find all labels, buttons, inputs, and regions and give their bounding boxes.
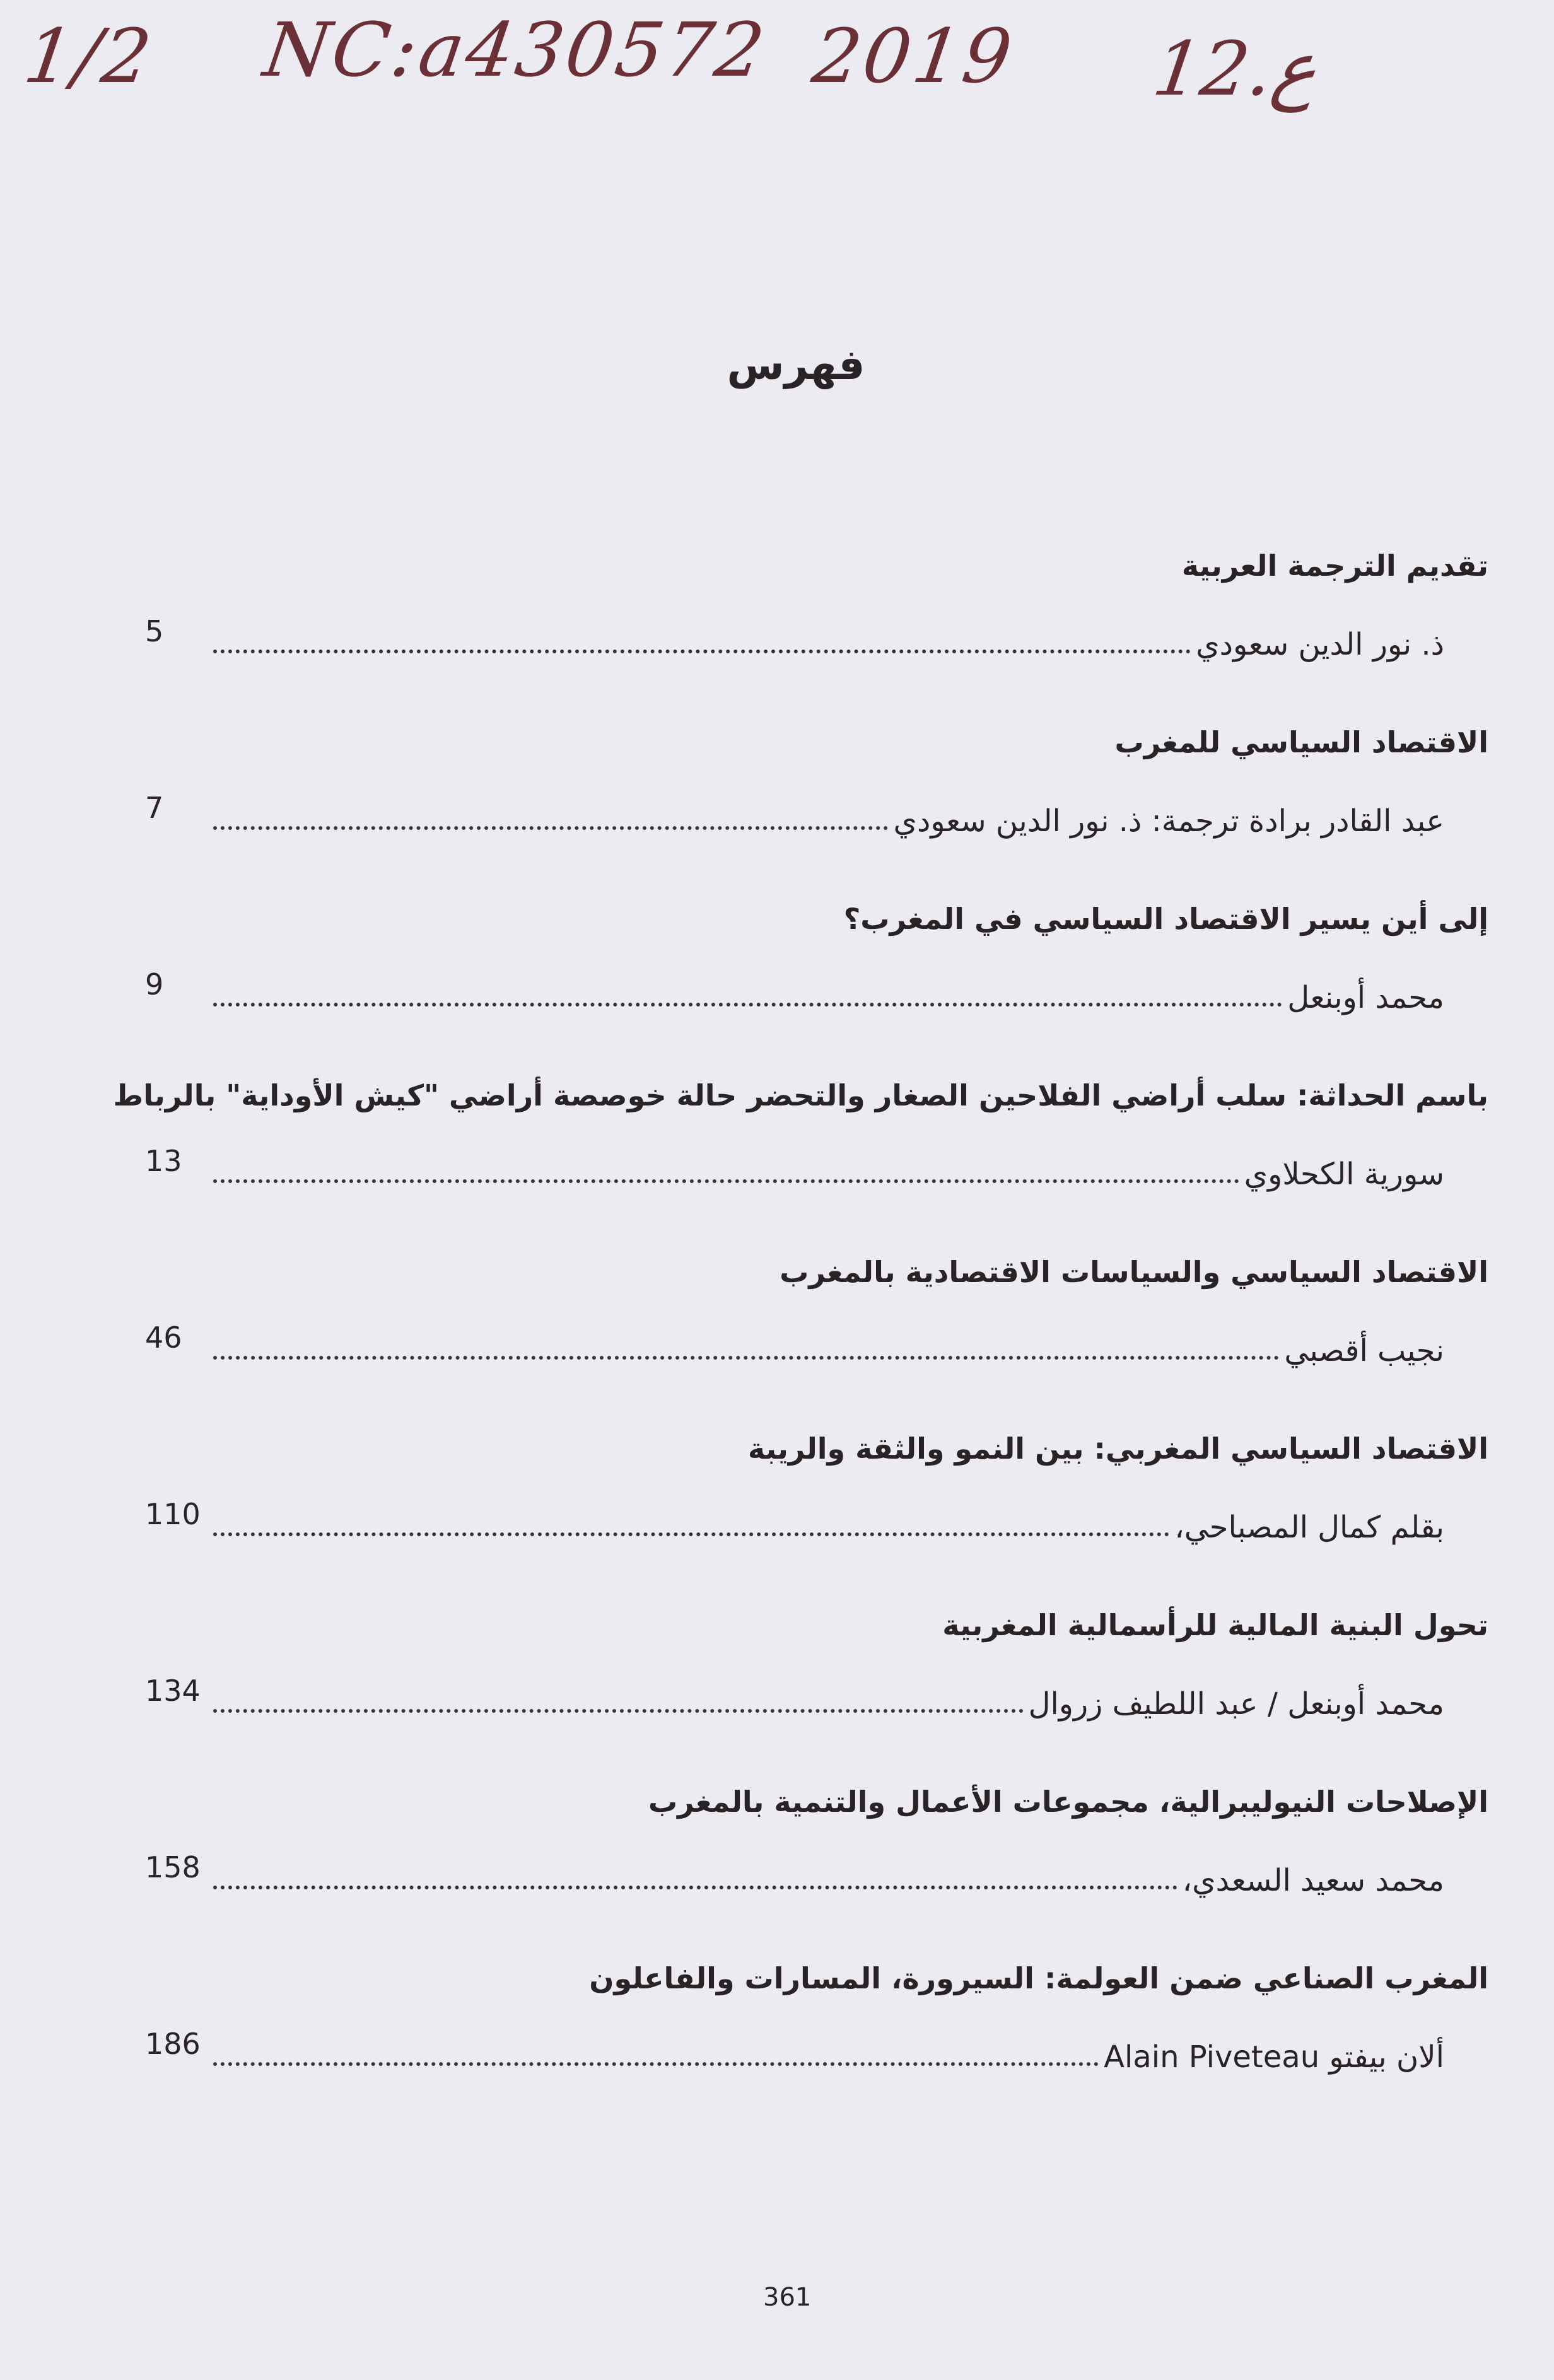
toc-entry-page: 9 xyxy=(145,967,164,1001)
dotted-leader xyxy=(213,1532,1169,1536)
toc-entry-author: بقلم كمال المصباحي، xyxy=(1174,1510,1444,1545)
toc-entry xyxy=(145,549,1488,725)
handwritten-shelf-mark: 12.ع xyxy=(1148,25,1323,112)
toc-entry xyxy=(145,902,1488,1078)
toc-entry-author: محمد سعيد السعدي، xyxy=(1182,1863,1444,1898)
dotted-leader xyxy=(213,1709,1024,1713)
toc-entry-author: عبد القادر برادة ترجمة: ذ. نور الدين سعودي xyxy=(893,803,1444,839)
dotted-leader xyxy=(213,1356,1279,1360)
toc-entry xyxy=(145,725,1488,902)
handwritten-note: 1/2 xyxy=(19,13,159,100)
dotted-leader xyxy=(213,1886,1177,1889)
toc-entry-page: 134 xyxy=(145,1674,201,1708)
toc-entry-author: محمد أوبنعل xyxy=(1287,980,1444,1015)
toc-author-row xyxy=(145,614,1444,662)
dotted-leader xyxy=(213,650,1191,653)
toc-author-row xyxy=(145,967,1444,1015)
toc-entry xyxy=(145,1608,1488,1785)
toc-entry-page: 7 xyxy=(145,791,164,825)
footer-page-number: 361 xyxy=(763,2283,812,2312)
toc-entry-author: ذ. نور الدين سعودي xyxy=(1196,627,1444,662)
toc-entry-page: 186 xyxy=(145,2027,201,2061)
dotted-leader xyxy=(213,2062,1099,2066)
toc-author-row xyxy=(145,1321,1444,1368)
toc-author-row xyxy=(145,2027,1444,2075)
toc-entry-author: سورية الكحلاوي xyxy=(1244,1157,1444,1192)
toc-entry xyxy=(145,1785,1488,1961)
toc-entry-page: 5 xyxy=(145,614,164,648)
toc-author-row xyxy=(145,1850,1444,1898)
toc-entry-heading: تحول البنية المالية للرأسمالية المغربية xyxy=(942,1608,1488,1642)
toc-entry-heading: المغرب الصناعي ضمن العولمة: السيرورة، المسارات والفاعلون xyxy=(589,1961,1488,1995)
toc-entry-page: 158 xyxy=(145,1850,201,1884)
handwritten-call-number: NC:a430572 xyxy=(259,6,772,93)
page-title: فهرس xyxy=(727,341,865,389)
toc-entry-heading: الاقتصاد السياسي المغربي: بين النمو والثقة والريبة xyxy=(747,1432,1488,1466)
toc-author-row xyxy=(145,1674,1444,1722)
toc-entry-page: 46 xyxy=(145,1321,182,1355)
handwritten-year: 2019 xyxy=(807,13,1020,100)
toc-entry-heading: إلى أين يسير الاقتصاد السياسي في المغرب؟ xyxy=(843,902,1488,936)
toc-author-row xyxy=(145,791,1444,839)
dotted-leader xyxy=(213,1179,1239,1183)
toc-entry-heading: تقديم الترجمة العربية xyxy=(1181,549,1488,583)
dotted-leader xyxy=(213,1003,1282,1006)
toc-entry xyxy=(145,1961,1488,2138)
table-of-contents xyxy=(113,549,1488,2138)
toc-entry-heading: باسم الحداثة: سلب أراضي الفلاحين الصغار والتحضر حالة خوصصة أراضي "كيش الأوداية" بالرباط xyxy=(113,1078,1488,1112)
toc-entry xyxy=(145,1432,1488,1608)
toc-entry xyxy=(145,1255,1488,1432)
toc-entry xyxy=(113,1078,1488,1255)
toc-entry-page: 13 xyxy=(145,1144,182,1178)
toc-author-row xyxy=(145,1497,1444,1545)
toc-entry-heading: الاقتصاد السياسي والسياسات الاقتصادية بالمغرب xyxy=(780,1255,1488,1289)
dotted-leader xyxy=(213,826,888,830)
toc-entry-author: نجيب أقصبي xyxy=(1284,1333,1444,1368)
toc-entry-author: محمد أوبنعل / عبد اللطيف زروال xyxy=(1028,1686,1444,1722)
toc-entry-page: 110 xyxy=(145,1497,201,1531)
toc-entry-heading: الاقتصاد السياسي للمغرب xyxy=(1114,725,1488,759)
toc-entry-heading: الإصلاحات النيوليبرالية، مجموعات الأعمال والتنمية بالمغرب xyxy=(648,1785,1488,1819)
toc-entry-author: ألان بيفتو Alain Piveteau xyxy=(1104,2039,1444,2075)
toc-author-row xyxy=(145,1144,1444,1192)
